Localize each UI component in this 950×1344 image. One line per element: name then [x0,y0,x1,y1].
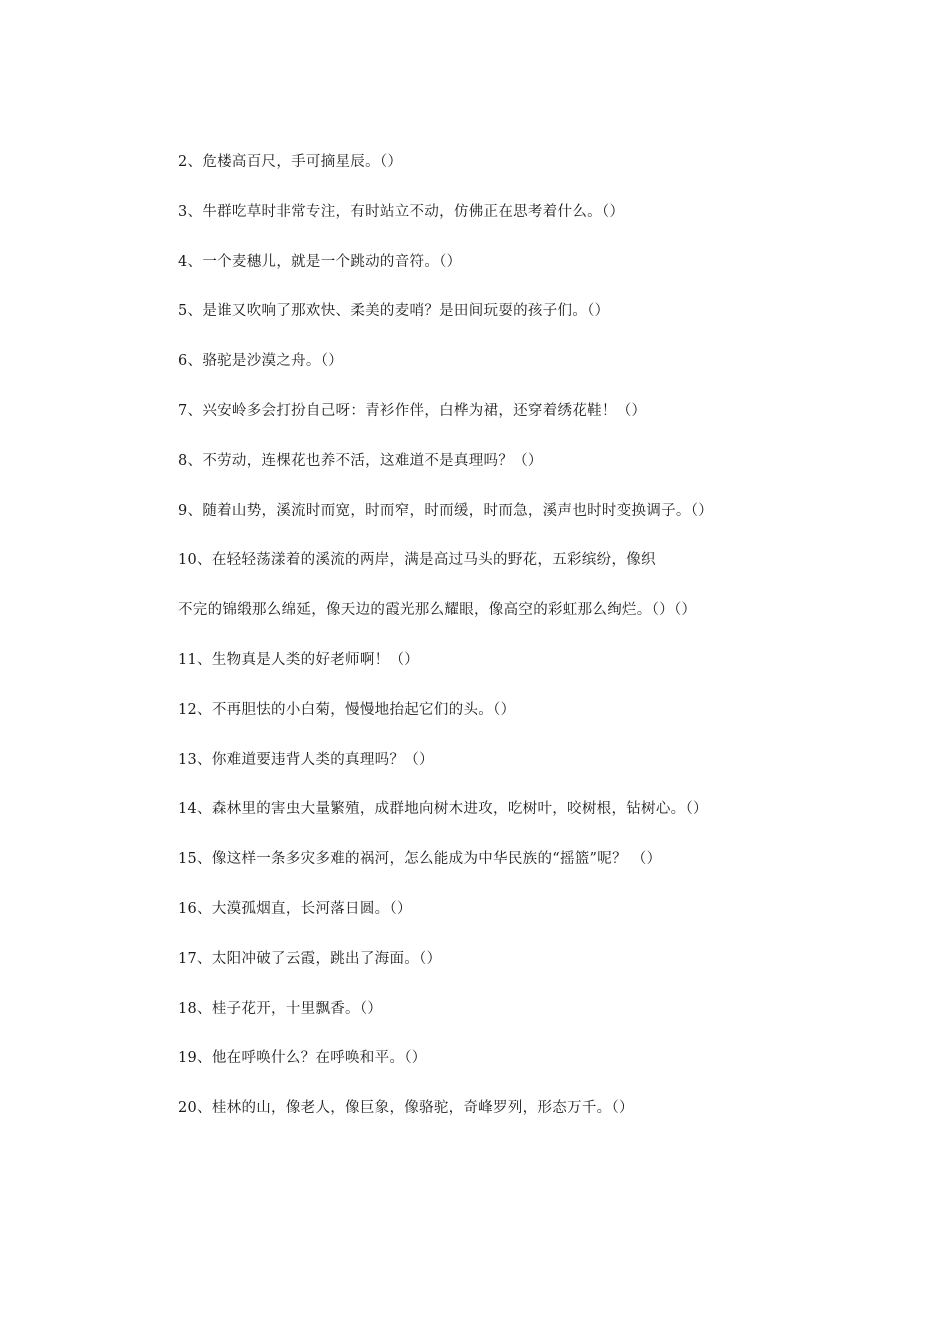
question-line: 10、在轻轻荡漾着的溪流的两岸，满是高过马头的野花，五彩缤纷，像织 [178,552,656,569]
question-line: 7、兴安岭多会打扮自己呀：青衫作伴，白桦为裙，还穿着绣花鞋！（） [178,402,647,419]
question-line: 13、你难道要违背人类的真理吗？（） [178,751,434,768]
question-line: 12、不再胆怯的小白菊，慢慢地抬起它们的头。（） [178,701,516,718]
question-line: 8、不劳动，连棵花也养不活，这难道不是真理吗？（） [178,452,543,469]
question-list [178,150,878,1146]
question-line: 14、森林里的害虫大量繁殖，成群地向树木进攻，吃树叶，咬树根，钻树心。（） [178,801,708,818]
question-line: 17、太阳冲破了云霞，跳出了海面。（） [178,950,442,967]
question-line: 20、桂林的山，像老人，像巨象，像骆驼，奇峰罗列，形态万千。（） [178,1100,634,1117]
question-line: 9、随着山势，溪流时而宽，时而窄，时而缓，时而急，溪声也时时变换调子。（） [178,502,714,519]
question-line-continuation: 不完的锦缎那么绵延，像天边的霞光那么耀眼，像高空的彩虹那么绚烂。（）（） [178,602,697,619]
question-line: 2、危楼高百尺，手可摘星辰。（） [178,154,403,170]
question-line: 11、生物真是人类的好老师啊！（） [178,651,420,668]
question-line: 4、一个麦穗儿，就是一个跳动的音符。（） [178,253,462,270]
question-line: 19、他在呼唤什么？在呼唤和平。（） [178,1050,427,1067]
question-line: 15、像这样一条多灾多难的祸河，怎么能成为中华民族的“摇篮”呢？ （） [178,851,662,868]
question-line: 16、大漠孤烟直，长河落日圆。（） [178,900,412,917]
question-line: 18、桂子花开，十里飘香。（） [178,1000,383,1017]
question-line: 5、是谁又吹响了那欢快、柔美的麦哨？是田间玩耍的孩子们。（） [178,303,610,320]
question-line: 6、骆驼是沙漠之舟。（） [178,353,344,370]
question-line: 3、牛群吃草时非常专注，有时站立不动，仿佛正在思考着什么。（） [178,203,625,220]
